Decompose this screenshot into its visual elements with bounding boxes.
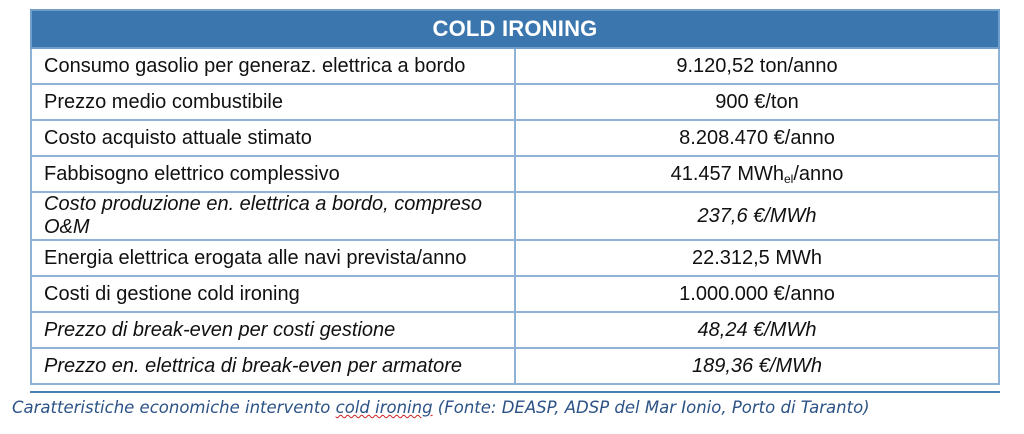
table-row-break-even-gestione	[31, 312, 999, 348]
row-label: Prezzo en. elettrica di break-even per armatore	[31, 348, 515, 384]
table-title: COLD IRONING	[31, 10, 999, 48]
row-value: 900 €/ton	[515, 84, 999, 120]
table-row-energia-erogata	[31, 240, 999, 276]
row-label: Prezzo medio combustibile	[31, 84, 515, 120]
row-value-main: 41.457 MWh	[670, 162, 784, 185]
row-label: Prezzo di break-even per costi gestione	[31, 312, 515, 348]
row-label: Fabbisogno elettrico complessivo	[31, 156, 515, 192]
caption-text-before: Caratteristiche economiche intervento	[12, 398, 336, 417]
cold-ironing-table	[30, 9, 1000, 385]
row-value: 9.120,52 ton/anno	[515, 48, 999, 84]
table-row-costi-gestione	[31, 276, 999, 312]
table-header-row	[31, 10, 999, 48]
table-row-fabbisogno-elettrico	[31, 156, 999, 192]
row-label: Costi di gestione cold ironing	[31, 276, 515, 312]
row-value: 22.312,5 MWh	[515, 240, 999, 276]
table-row-break-even-armatore	[31, 348, 999, 384]
table-row-costo-acquisto	[31, 120, 999, 156]
caption-underlined-term: cold ironing	[335, 398, 433, 417]
table-caption	[12, 398, 1012, 417]
row-label: Costo produzione en. elettrica a bordo, compreso O&M	[31, 192, 515, 240]
row-label: Energia elettrica erogata alle navi prevista/anno	[31, 240, 515, 276]
table-bottom-rule	[30, 391, 1000, 393]
row-value	[515, 156, 999, 192]
row-value: 1.000.000 €/anno	[515, 276, 999, 312]
cold-ironing-table-container	[30, 9, 1000, 385]
table-row-costo-produzione	[31, 192, 999, 240]
row-value-tail: /anno	[793, 162, 844, 185]
caption-text-after: (Fonte: DEASP, ADSP del Mar Ionio, Porto di Taranto)	[432, 398, 870, 417]
row-value: 48,24 €/MWh	[515, 312, 999, 348]
row-value-subscript: el	[783, 171, 794, 186]
row-value: 237,6 €/MWh	[515, 192, 999, 240]
table-row-consumo-gasolio	[31, 48, 999, 84]
row-value: 8.208.470 €/anno	[515, 120, 999, 156]
row-label: Costo acquisto attuale stimato	[31, 120, 515, 156]
row-value: 189,36 €/MWh	[515, 348, 999, 384]
row-label: Consumo gasolio per generaz. elettrica a bordo	[31, 48, 515, 84]
table-row-prezzo-combustibile	[31, 84, 999, 120]
